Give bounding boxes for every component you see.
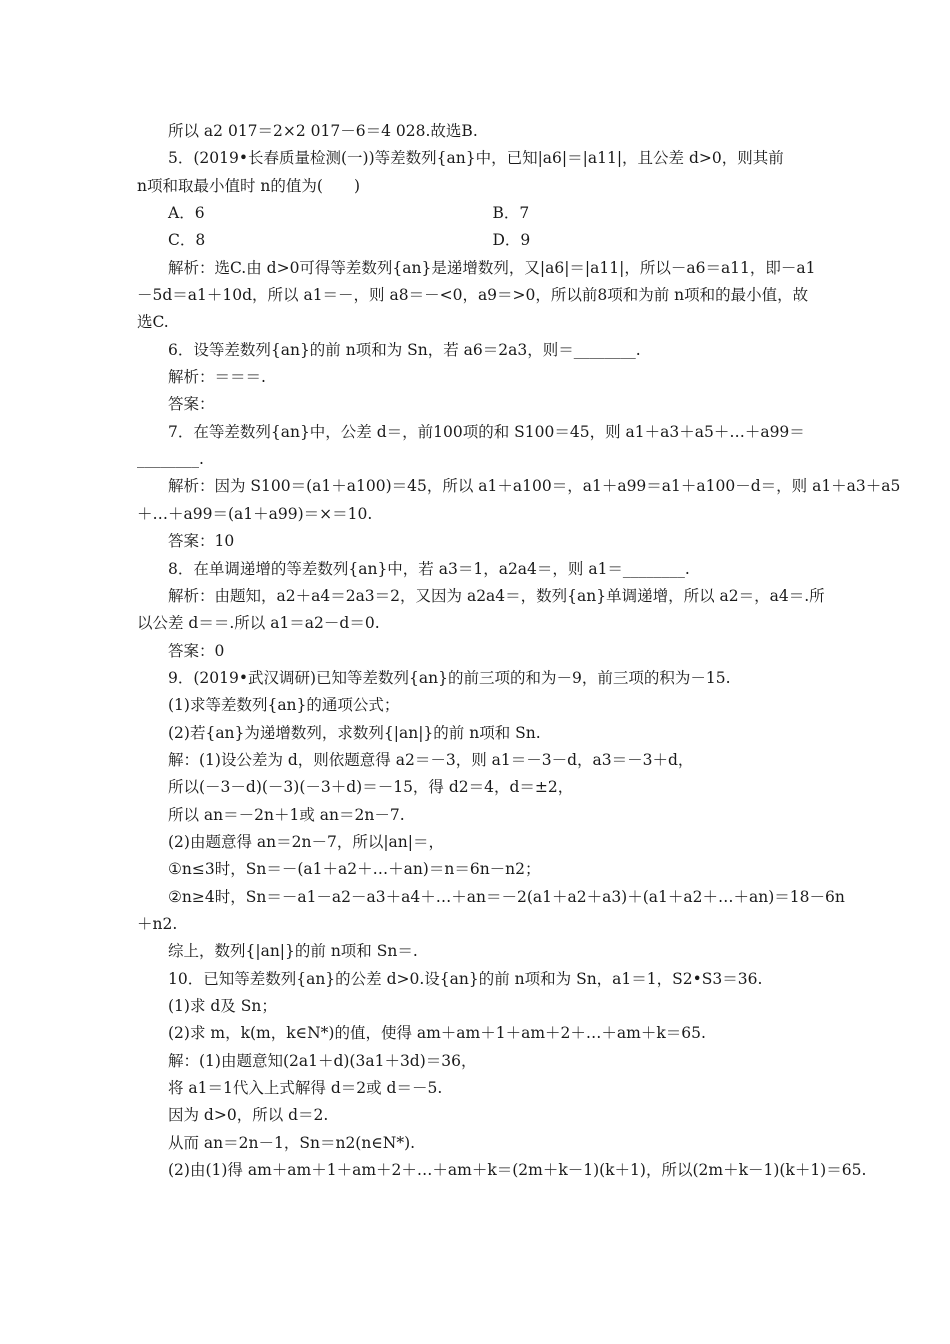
text-line: (2)若{an}为递增数列，求数列{|an|}的前 n项和 Sn. (168, 723, 541, 742)
text-line: ________. (137, 450, 204, 469)
text-line: 因为 d>0，所以 d＝2. (168, 1106, 329, 1125)
text-line: 答案：10 (168, 532, 235, 551)
text-line: 将 a1＝1代入上式解得 d＝2或 d＝－5. (168, 1079, 443, 1098)
text-line: 6．设等差数列{an}的前 n项和为 Sn，若 a6＝2a3，则＝________. (168, 340, 641, 359)
text-line: 解析：由题知，a2＋a4＝2a3＝2，又因为 a2a4＝，数列{an}单调递增，所以 a2＝，a4＝.所 (168, 586, 825, 605)
text-line: ①n≤3时，Sn＝－(a1＋a2＋…＋an)＝n＝6n－n2； (168, 860, 541, 879)
text-line: －5d＝a1＋10d，所以 a1＝－，则 a8＝－<0，a9＝>0，所以前8项和为前 n项和的最小值，故 (137, 286, 809, 305)
text-line: 解：(1)设公差为 d，则依题意得 a2＝－3，则 a1＝－3－d，a3＝－3＋d， (168, 750, 694, 769)
text-line: 7．在等差数列{an}中，公差 d＝，前100项的和 S100＝45，则 a1＋a3＋a5＋…＋a99＝ (168, 422, 805, 441)
text-line: 综上，数列{|an|}的前 n项和 Sn＝. (168, 942, 418, 961)
text-line: ＋…＋a99＝(a1＋a99)＝×＝10. (137, 504, 373, 523)
text-line: (2)由题意得 an＝2n－7，所以|an|＝， (168, 832, 444, 851)
text-line: 解析：选C.由 d>0可得等差数列{an}是递增数列，又|a6|＝|a11|，所以－a6＝a11，即－a1 (168, 258, 816, 277)
text-line: 8．在单调递增的等差数列{an}中，若 a3＝1，a2a4＝，则 a1＝________. (168, 559, 690, 578)
answer-option: A．6 (168, 204, 205, 223)
text-line: 从而 an＝2n－1，Sn＝n2(n∈N*). (168, 1133, 416, 1152)
text-line: n项和取最小值时 n的值为( ) (137, 176, 360, 195)
text-line: 解析：因为 S100＝(a1＋a100)＝45，所以 a1＋a100＝，a1＋a99＝a1＋a100－d＝，则 a1＋a3＋a5 (168, 477, 901, 496)
text-line: 答案：0 (168, 641, 225, 660)
text-line: ②n≥4时，Sn＝－a1－a2－a3＋a4＋…＋an＝－2(a1＋a2＋a3)＋(a1＋a2＋…＋an)＝18－6n (168, 887, 845, 906)
text-line: (2)由(1)得 am＋am＋1＋am＋2＋…＋am＋k＝(2m＋k－1)(k＋1)，所以(2m＋k－1)(k＋1)＝65. (168, 1161, 867, 1180)
text-line: 答案： (168, 395, 215, 414)
answer-option: B．7 (492, 204, 530, 223)
answer-option: D．9 (492, 231, 531, 250)
text-line: 以公差 d＝＝.所以 a1＝a2－d＝0. (137, 614, 380, 633)
text-line: 解：(1)由题意知(2a1＋d)(3a1＋3d)＝36， (168, 1051, 477, 1070)
text-line: ＋n2. (137, 914, 178, 933)
text-line: 10．已知等差数列{an}的公差 d>0.设{an}的前 n项和为 Sn，a1＝1，S2•S3＝36. (168, 969, 763, 988)
answer-options-row (137, 200, 817, 227)
answer-option: C．8 (168, 231, 206, 250)
text-line: (1)求 d及 Sn； (168, 997, 277, 1015)
text-line: 所以 a2 017＝2×2 017－6＝4 028.故选B. (168, 122, 478, 140)
text-line: 选C. (137, 313, 169, 332)
document-body (137, 118, 901, 1184)
text-line: 解析：＝＝＝. (168, 368, 266, 387)
text-line: 所以 an＝－2n＋1或 an＝2n－7. (168, 805, 405, 824)
text-line: 9．(2019•武汉调研)已知等差数列{an}的前三项的和为－9，前三项的积为－15. (168, 668, 731, 687)
text-line: 5．(2019•长春质量检测(一))等差数列{an}中，已知|a6|＝|a11|，且公差 d>0，则其前 (168, 149, 784, 168)
answer-options-row (137, 227, 817, 254)
text-line: 所以(－3－d)(－3)(－3＋d)＝－15，得 d2＝4，d＝±2， (168, 778, 574, 797)
text-line: (2)求 m，k(m，k∈N*)的值，使得 am＋am＋1＋am＋2＋…＋am＋k＝65. (168, 1024, 706, 1043)
text-line: (1)求等差数列{an}的通项公式； (168, 696, 400, 715)
